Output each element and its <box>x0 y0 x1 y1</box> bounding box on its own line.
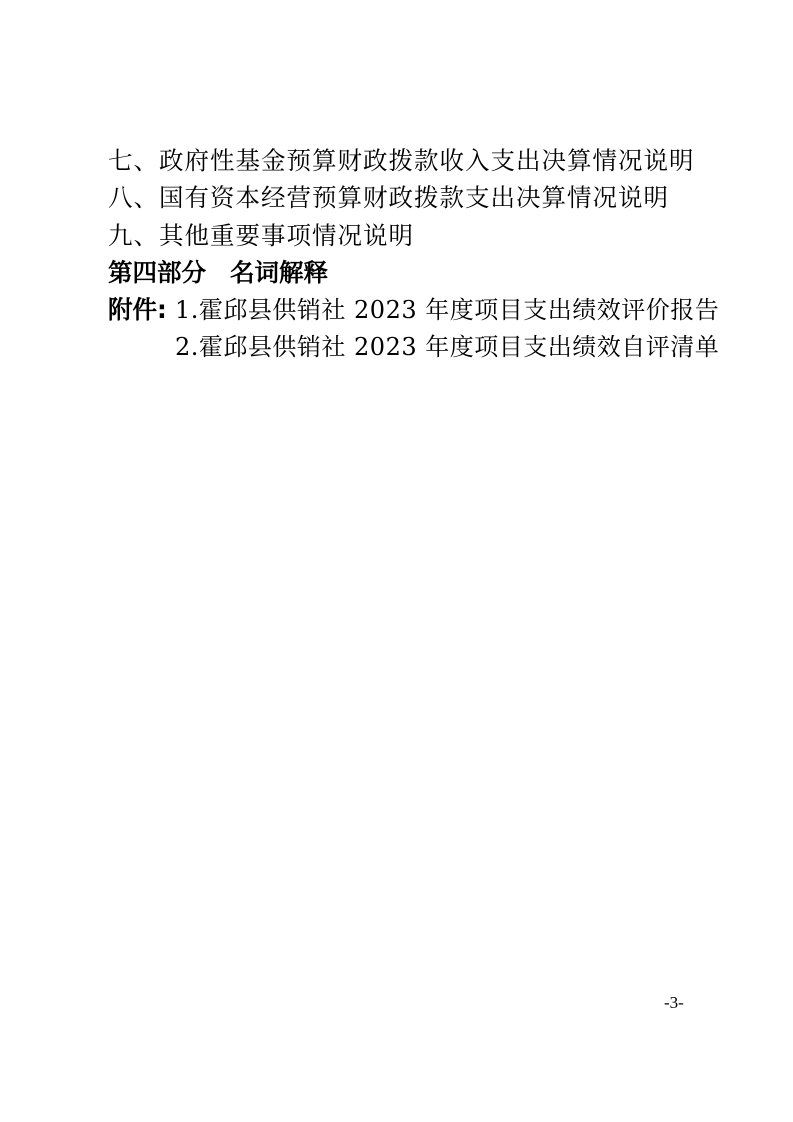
part-four-number: 第四部分 <box>108 258 206 287</box>
part-four-title: 名词解释 <box>230 258 328 287</box>
toc-part-four <box>108 258 328 288</box>
toc-item-8: 八、国有资本经营预算财政拨款支出决算情况说明 <box>108 183 669 212</box>
toc-item-7: 七、政府性基金预算财政拨款收入支出决算情况说明 <box>108 146 695 175</box>
attachments-label: 附件: <box>108 295 167 324</box>
page-number: -3- <box>664 993 684 1012</box>
attachment-item-2: 2.霍邱县供销社 2023 年度项目支出绩效自评清单 <box>175 333 720 361</box>
toc-item-9: 九、其他重要事项情况说明 <box>108 221 414 250</box>
attachment-item-1: 1.霍邱县供销社 2023 年度项目支出绩效评价报告 <box>175 296 720 324</box>
